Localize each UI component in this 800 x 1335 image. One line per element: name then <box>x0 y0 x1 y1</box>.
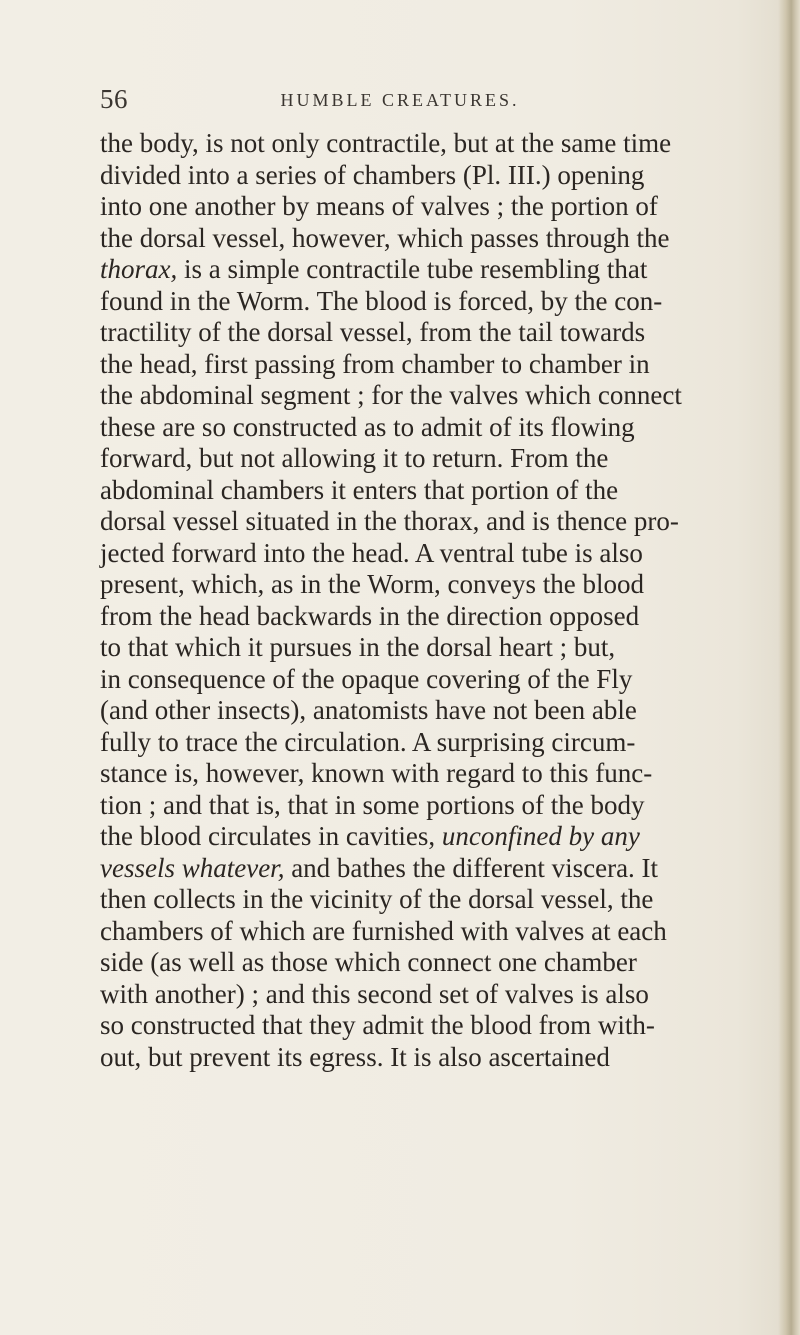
text-line: to that which it pursues in the dorsal heart ; but, <box>100 632 616 662</box>
text-line: tractility of the dorsal vessel, from the tail towards <box>100 317 646 347</box>
text-line: into one another by means of valves ; the portion of <box>100 191 658 221</box>
text-line <box>100 254 800 286</box>
text-line: fully to trace the circulation. A surprising circum- <box>100 726 636 757</box>
line-segment: the blood circulates in cavities, <box>100 821 442 851</box>
text-line: found in the Worm. The blood is forced, by the con- <box>100 285 663 316</box>
text-line: forward, but not allowing it to return. From the <box>100 443 609 473</box>
text-line: stance is, however, known with regard to this func- <box>100 758 653 788</box>
body-text <box>100 128 800 1073</box>
text-line: from the head backwards in the direction opposed <box>100 600 640 631</box>
text-line: dorsal vessel situated in the thorax, and is thence pro- <box>100 506 679 536</box>
text-line: side (as well as those which connect one chamber <box>100 947 637 977</box>
text-line: present, which, as in the Worm, conveys the blood <box>100 569 644 599</box>
text-line: tion ; and that is, that in some portions of the body <box>100 789 645 820</box>
running-head: HUMBLE CREATURES. <box>280 90 520 110</box>
text-line: with another) ; and this second set of valves is also <box>100 978 649 1009</box>
text-line: chambers of which are furnished with valves at each <box>100 915 667 946</box>
text-line: out, but prevent its egress. It is also ascertained <box>100 1041 610 1072</box>
line-segment: and bathes the different viscera. It <box>284 852 659 883</box>
italic-segment: unconfined by any <box>441 821 640 851</box>
page-number: 56 <box>100 84 128 114</box>
text-line <box>100 853 800 885</box>
text-line: the abdominal segment ; for the valves which connect <box>100 380 682 410</box>
italic-segment: vessels whatever, <box>100 852 285 883</box>
text-line: then collects in the vicinity of the dorsal vessel, the <box>100 884 654 914</box>
text-line: the body, is not only contractile, but at the same time <box>100 128 672 158</box>
text-line: these are so constructed as to admit of its flowing <box>100 411 635 442</box>
italic-segment: thorax, <box>100 254 178 284</box>
text-line: so constructed that they admit the blood from with- <box>100 1010 655 1040</box>
text-line: the dorsal vessel, however, which passes through the <box>100 222 670 253</box>
text-line: the head, first passing from chamber to chamber in <box>100 348 650 379</box>
text-line: in consequence of the opaque covering of the Fly <box>100 663 633 694</box>
text-line: abdominal chambers it enters that portion of the <box>100 474 619 505</box>
text-line <box>100 821 800 853</box>
text-line: divided into a series of chambers (Pl. III.) opening <box>100 159 645 190</box>
line-segment: is a simple contractile tube resembling that <box>177 254 648 284</box>
text-line: jected forward into the head. A ventral tube is also <box>100 537 643 568</box>
text-line: (and other insects), anatomists have not been able <box>100 695 637 725</box>
